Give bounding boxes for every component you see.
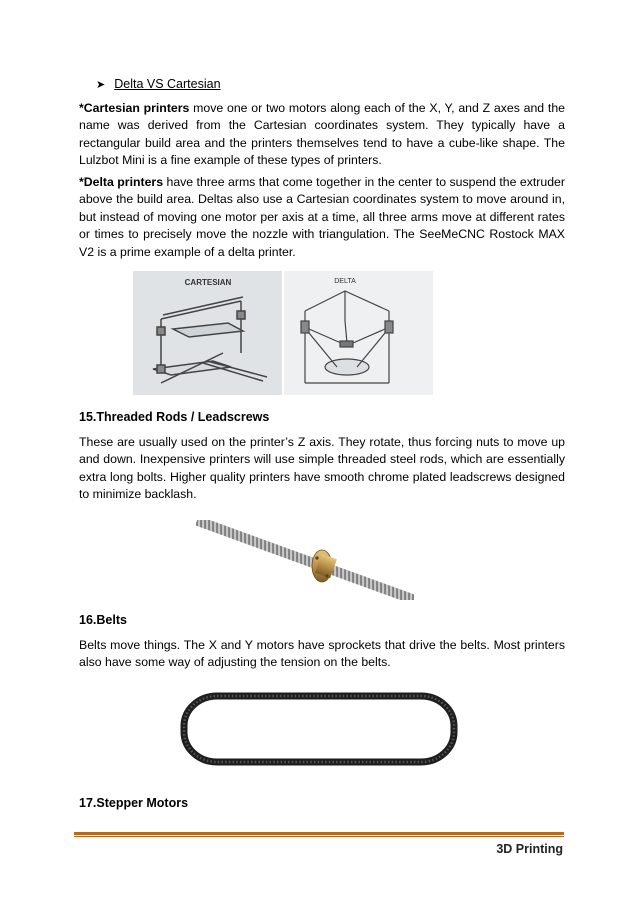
- bullet-label: Delta VS Cartesian: [114, 77, 221, 91]
- paragraph-cartesian-text: move one or two motors along each of the X, Y, and Z axes and the name was derived from the Cartesian coordinates system. They typically have a rectangular build area and the printers themselves tend to have a cube-like shape. The Lulzbot Mini is a fine example of these types of printers.: [79, 101, 565, 168]
- arrow-bullet-icon: ➤: [96, 78, 106, 91]
- term-delta: *Delta printers: [79, 175, 164, 189]
- term-cartesian: *Cartesian printers: [79, 101, 190, 115]
- section-16-text: Belts move things. The X and Y motors have sprockets that drive the belts. Most printers also have some way of adjusting the tension on the belts.: [79, 638, 565, 670]
- section-15-heading: 15.Threaded Rods / Leadscrews: [79, 410, 270, 424]
- footer-title: 3D Printing: [496, 842, 563, 856]
- section-16-heading: 16.Belts: [79, 613, 127, 627]
- section-15-text: These are usually used on the printer’s Z axis. They rotate, thus forcing nuts to move up and down. Inexpensive printers will use simple threaded steel rods, which are essentially extra long bolts. Higher quality printers have smooth chrome plated leadscrews designed to minimize backlash.: [79, 435, 565, 502]
- printer-diagram: [133, 271, 433, 395]
- bullet-item: [96, 77, 221, 91]
- footer-rule: [74, 832, 564, 835]
- paragraph-delta: [79, 174, 565, 261]
- delta-label: DELTA: [334, 278, 356, 285]
- paragraph-delta-text: have three arms that come together in the center to suspend the extruder above the build area. Deltas also use a Cartesian coordinates system to move around in, but instead of moving one motor per axis at a time, all three arms move at different rates or times to precisely move the nozzle with triangulation. The SeeMeCNC Rostock MAX V2 is a prime example of a delta printer.: [79, 175, 565, 259]
- leadscrew-drawing: [196, 520, 414, 600]
- leadscrew-image: [196, 520, 414, 600]
- printer-comparison-figure: [133, 271, 433, 395]
- belt-image: [178, 686, 460, 774]
- belt-drawing: [178, 686, 460, 774]
- paragraph-cartesian: [79, 100, 565, 170]
- footer-rule-thin: [74, 836, 564, 837]
- section-17-heading: 17.Stepper Motors: [79, 796, 189, 810]
- cartesian-label: CARTESIAN: [184, 278, 232, 287]
